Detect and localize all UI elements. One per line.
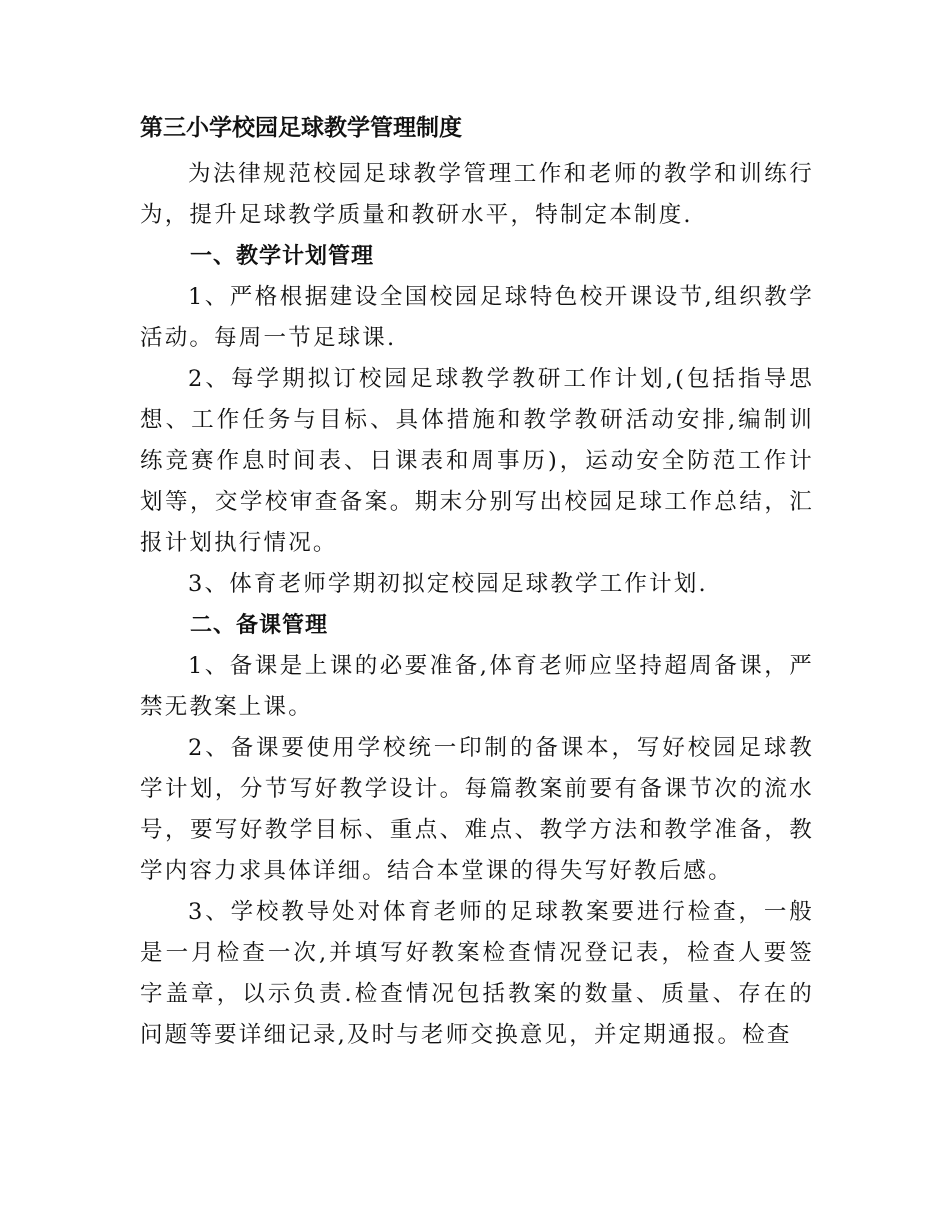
section-heading-teaching-plan: 一、教学计划管理 bbox=[190, 244, 375, 269]
teaching-plan-item-3: 3、体育老师学期初拟定校园足球教学工作计划. bbox=[188, 571, 708, 597]
lesson-prep-item-2: 2、备课要使用学校统一印制的备课本，写好校园足球教学计划，分节写好教学设计。每篇教案前要有备课节次的流水号，要写好教学目标、重点、难点、教学方法和教学准备，教学内容力求具体详细。结合本堂课的得失写好教后感。 bbox=[140, 735, 814, 884]
section-heading-lesson-prep: 二、备课管理 bbox=[190, 613, 329, 638]
lesson-prep-item-1: 1、备课是上课的必要准备,体育老师应坚持超周备课，严禁无教案上课。 bbox=[140, 653, 814, 720]
document-title: 第三小学校园足球教学管理制度 bbox=[140, 114, 462, 141]
intro-paragraph: 为法律规范校园足球教学管理工作和老师的教学和训练行为，提升足球教学质量和教研水平，特制定本制度. bbox=[140, 161, 814, 228]
document-body bbox=[140, 154, 814, 1056]
teaching-plan-item-1: 1、严格根据建设全国校园足球特色校开课设节,组织教学活动。每周一节足球课. bbox=[140, 284, 814, 351]
lesson-prep-item-3: 3、学校教导处对体育老师的足球教案要进行检查，一般是一月检查一次,并填写好教案检查情况登记表，检查人要签字盖章，以示负责.检查情况包括教案的数量、质量、存在的问题等要详细记录,及时与老师交换意见，并定期通报。检查 bbox=[140, 899, 814, 1048]
teaching-plan-item-2: 2、每学期拟订校园足球教学教研工作计划,(包括指导思想、工作任务与目标、具体措施和教学教研活动安排,编制训练竞赛作息时间表、日课表和周事历)，运动安全防范工作计划等，交学校审查备案。期末分别写出校园足球工作总结，汇报计划执行情况。 bbox=[140, 366, 814, 556]
